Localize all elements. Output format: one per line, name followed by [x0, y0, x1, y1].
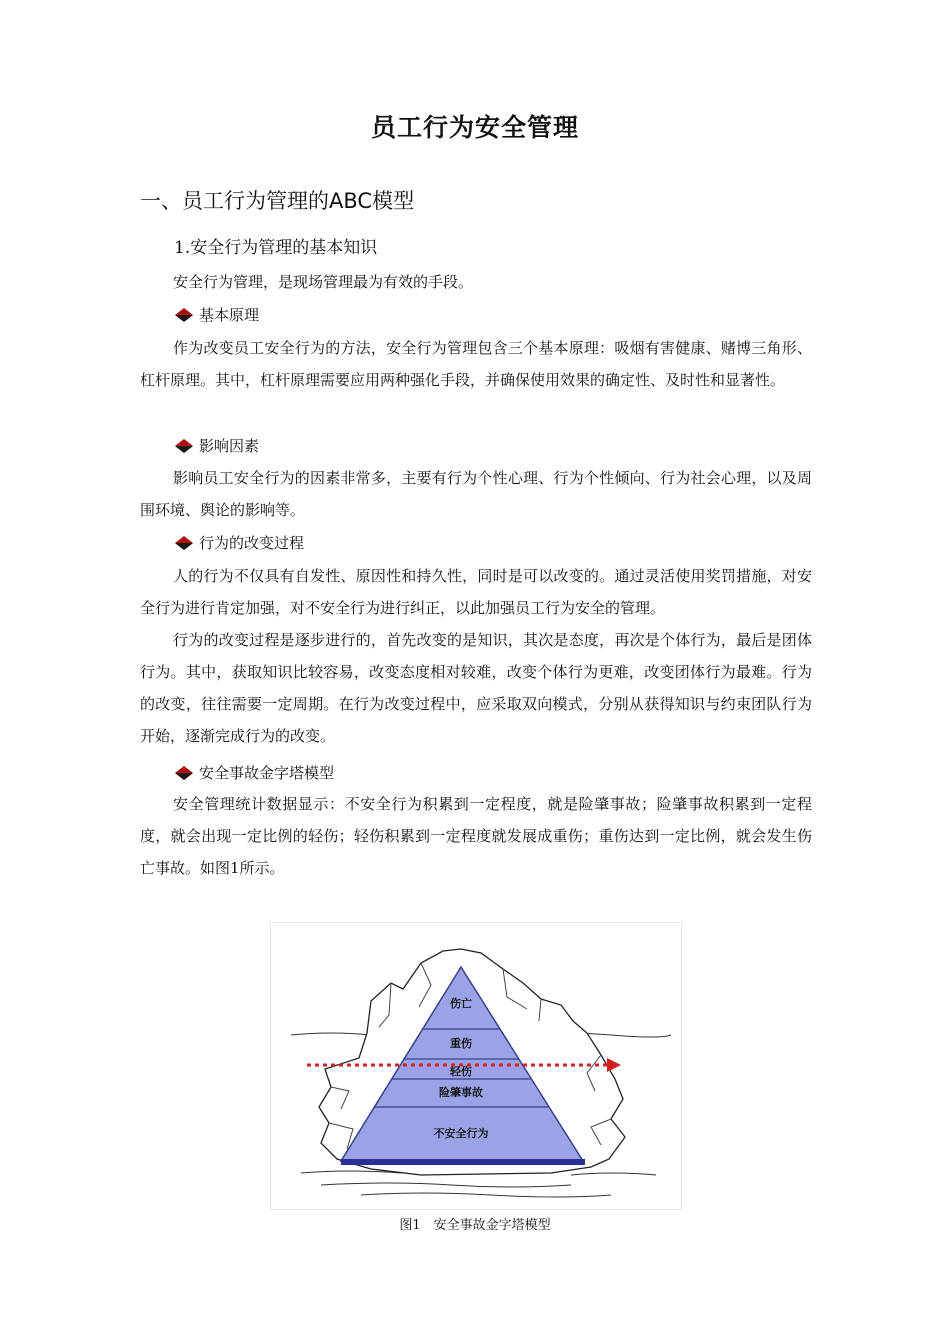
pyramid-level-label: 伤亡 [450, 997, 472, 1010]
diamond-bullet-icon [174, 307, 194, 323]
diamond-bullet-icon [174, 535, 194, 551]
pyramid-figure [270, 922, 682, 1210]
paragraph-behavior-change-1: 人的行为不仅具有自发性、原因性和持久性，同时是可以改变的。通过灵活使用奖罚措施，对安全行为进行肯定加强，对不安全行为进行纠正，以此加强员工行为安全的管理。 [140, 567, 812, 617]
paragraph-pyramid-model: 安全管理统计数据显示：不安全行为积累到一定程度，就是险肇事故；险肇事故积累到一定程度，就会出现一定比例的轻伤；轻伤积累到一定程度就发展成重伤；重伤达到一定比例，就会发生伤亡事故。如图1所示。 [140, 795, 812, 877]
diamond-bullet-icon [174, 765, 194, 781]
subsection-heading: 1.安全行为管理的基本知识 [174, 238, 378, 258]
bullet-item-basic-principles [174, 304, 259, 326]
pyramid-level-label: 不安全行为 [433, 1127, 489, 1140]
bullet-item-pyramid-model [174, 762, 334, 784]
pyramid-level-label: 险肇事故 [439, 1086, 483, 1099]
figure-caption: 图1 安全事故金字塔模型 [399, 1218, 551, 1233]
pyramid-level-label: 重伤 [450, 1037, 472, 1050]
arrow-head-icon [607, 1058, 621, 1072]
iceberg-pyramid-illustration [271, 923, 681, 1209]
diamond-bullet-icon [174, 438, 194, 454]
page-title: 员工行为安全管理 [370, 113, 579, 142]
paragraph-influencing-factors: 影响员工安全行为的因素非常多，主要有行为个性心理、行为个性倾向、行为社会心理，以及周围环境、舆论的影响等。 [140, 469, 812, 519]
bullet-item-influencing-factors [174, 435, 259, 457]
paragraph-behavior-change-2: 行为的改变过程是逐步进行的，首先改变的是知识，其次是态度，再次是个体行为，最后是团体行为。其中，获取知识比较容易，改变态度相对较难，改变个体行为更难，改变团体行为最难。行为的改变，往往需要一定周期。在行为改变过程中，应采取双向模式，分别从获得知识与约束团队行为开始，逐渐完成行为的改变。 [140, 631, 812, 745]
paragraph-basic-principles: 作为改变员工安全行为的方法，安全行为管理包含三个基本原理：吸烟有害健康、赌博三角形、杠杆原理。其中，杠杆原理需要应用两种强化手段，并确保使用效果的确定性、及时性和显著性。 [140, 339, 812, 389]
bullet-item-behavior-change [174, 532, 304, 554]
intro-paragraph: 安全行为管理，是现场管理最为有效的手段。 [173, 273, 474, 291]
bullet-label: 影响因素 [199, 437, 260, 455]
bullet-label: 基本原理 [199, 306, 260, 324]
bullet-label: 行为的改变过程 [199, 534, 305, 552]
bullet-label: 安全事故金字塔模型 [199, 764, 335, 782]
pyramid-level-label: 轻伤 [450, 1065, 472, 1078]
section-heading: 一、员工行为管理的ABC模型 [140, 189, 415, 213]
